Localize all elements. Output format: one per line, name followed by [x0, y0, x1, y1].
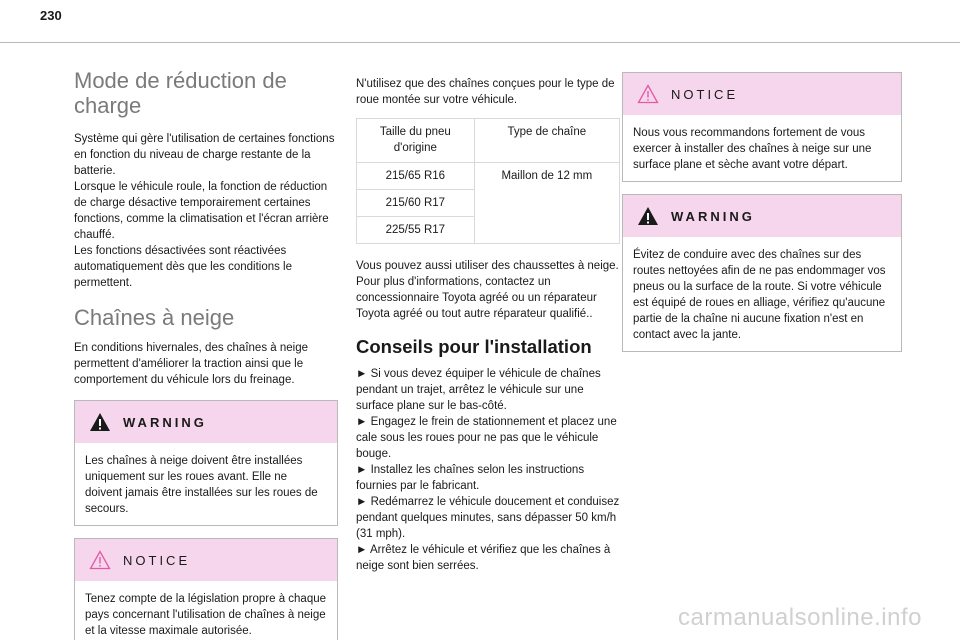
- heading-load-reduction: Mode de réduction de charge: [74, 68, 287, 118]
- warning-box-header: [623, 195, 901, 237]
- notice-box-practice: [622, 72, 902, 182]
- table-header-tire-size: Taille du pneu d'origine: [357, 119, 475, 163]
- tire-size-cell: 215/60 R17: [357, 190, 475, 217]
- column-right: [622, 72, 902, 352]
- notice-title: NOTICE: [123, 552, 191, 568]
- notice-box-legislation: [74, 538, 338, 640]
- warning-box-cleared-roads: [622, 194, 902, 352]
- snow-socks-text: Vous pouvez aussi utiliser des chaussettes à neige. Pour plus d'informations, contactez un concessionnaire Toyota agréé ou un réparateur Toyota agréé ou tout autre réparateur qualifié..: [356, 260, 619, 320]
- tire-size-cell: 215/65 R16: [357, 163, 475, 190]
- installation-steps-text: ► Si vous devez équiper le véhicule de chaînes pendant un trajet, arrêtez le véhicule sur une surface plane sur le bas-côté. ► Engagez le frein de stationnement et placez une cale sous les roues pour ne pas que le véhicule bouge. ► Installez les chaînes selon les instructions fournies par le fabricant. ► Redémarrez le véhicule doucement et conduisez pendant quelques minutes, sans dépasser 50 km/h (31 mph). ► Arrêtez le véhicule et vérifiez que les chaînes à neige sont bien serrées.: [356, 368, 620, 572]
- chain-type-cell: Maillon de 12 mm: [501, 170, 593, 182]
- notice-triangle-icon: [89, 550, 111, 570]
- tire-size-cell: 225/55 R17: [357, 217, 475, 244]
- notice-text: Nous vous recommandons fortement de vous exercer à installer des chaînes à neige sur une surface plane et sèche avant votre départ.: [633, 127, 872, 171]
- table-row: [357, 163, 620, 190]
- notice-triangle-icon: [637, 84, 659, 104]
- warning-text: Les chaînes à neige doivent être installées uniquement sur les roues avant. Elle ne doivent jamais être installées sur les roues de secours.: [85, 455, 318, 515]
- chain-size-table: [356, 118, 620, 244]
- site-watermark: carmanualsonline.info: [678, 604, 922, 631]
- warning-box-header: [75, 401, 337, 443]
- column-middle: [356, 76, 620, 574]
- heading-installation-tips: Conseils pour l'installation: [356, 336, 592, 357]
- notice-title: NOTICE: [671, 86, 739, 102]
- warning-triangle-icon: [89, 412, 111, 432]
- table-header-chain-type: Type de chaîne: [474, 119, 619, 163]
- warning-text: Évitez de conduire avec des chaînes sur des routes nettoyées afin de ne pas endommager vos pneus ou la surface de la route. Si votre véhicule est équipé de roues en alliage, vérifiez qu'aucune partie de la chaîne ni aucune fixation n'est en contact avec la jante.: [633, 249, 886, 341]
- chains-intro-text: N'utilisez que des chaînes conçues pour le type de roue montée sur votre véhicule.: [356, 78, 615, 106]
- load-reduction-text: Système qui gère l'utilisation de certaines fonctions en fonction du niveau de charge restante de la batterie. Lorsque le véhicule roule, la fonction de réduction de charge désactive temporairement certaines fonctions, comme la climatisation et l'écran arrière chauffé. Les fonctions désactivées sont réactivées automatiquement dès que les conditions le permettent.: [74, 133, 335, 289]
- notice-box-header: [75, 539, 337, 581]
- warning-title: WARNING: [123, 414, 207, 430]
- snow-chains-text: En conditions hivernales, des chaînes à neige permettent d'améliorer la traction ainsi que le comportement du véhicule lors du freinage.: [74, 342, 308, 386]
- notice-box-header: [623, 73, 901, 115]
- header-divider: [0, 42, 960, 43]
- page-number: 230: [40, 8, 62, 23]
- warning-title: WARNING: [671, 208, 755, 224]
- notice-text: Tenez compte de la législation propre à chaque pays concernant l'utilisation de chaînes à neige et la vitesse maximale autorisée.: [85, 593, 327, 637]
- warning-triangle-icon: [637, 206, 659, 226]
- table-header-row: [357, 119, 620, 163]
- warning-box-front-wheels: [74, 400, 338, 526]
- column-left: [74, 68, 338, 640]
- heading-snow-chains: Chaînes à neige: [74, 305, 235, 330]
